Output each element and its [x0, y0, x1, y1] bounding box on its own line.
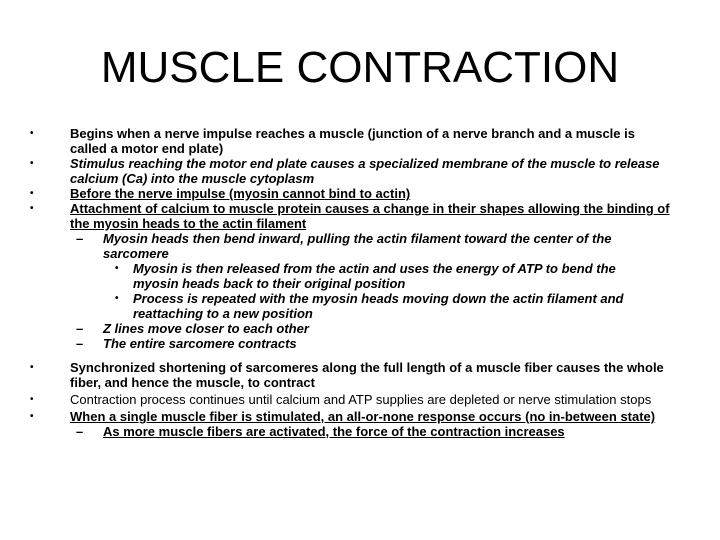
- bullet-item: [0, 392, 670, 407]
- bullet-text: When a single muscle fiber is stimulated, an all-or-none response occurs (no in-between state): [70, 409, 656, 424]
- sub-item: [0, 424, 663, 439]
- sub-item-text: Z lines move closer to each other: [103, 321, 309, 336]
- bullet-text: Synchronized shortening of sarcomeres along the full length of a muscle fiber causes the whole fiber, and hence the muscle, to contract: [70, 360, 664, 390]
- sub-sub-item-text: Myosin is then released from the actin and uses the energy of ATP to bend the myosin heads back to their original position: [133, 261, 616, 291]
- bullet-marker: •: [30, 128, 34, 139]
- dash-marker: –: [76, 231, 84, 246]
- sub-item-text: As more muscle fibers are activated, the force of the contraction increases: [103, 424, 565, 439]
- dash-marker: –: [76, 321, 84, 336]
- bullet-marker: •: [30, 188, 34, 199]
- sub-item: [0, 321, 663, 336]
- bullet-text: Attachment of calcium to muscle protein causes a change in their shapes allowing the binding of the myosin heads to the actin filament: [70, 201, 670, 231]
- bullet-marker: •: [30, 362, 34, 373]
- bullet-item: [0, 126, 670, 156]
- sub-sub-item: [0, 261, 663, 291]
- bullet-text: Begins when a nerve impulse reaches a muscle (junction of a nerve branch and a muscle is called a motor end plate): [70, 126, 635, 156]
- bullet-marker: •: [30, 203, 34, 214]
- bullet-marker: •: [30, 411, 34, 422]
- dash-marker: –: [76, 424, 84, 439]
- bullet-marker: •: [115, 293, 119, 304]
- slide-content: [0, 126, 720, 439]
- sub-item: [0, 336, 663, 351]
- bullet-item: [0, 156, 670, 186]
- bullet-marker: •: [30, 394, 34, 405]
- sub-item: [0, 231, 663, 261]
- slide-title: MUSCLE CONTRACTION: [100, 43, 620, 92]
- bullet-marker: •: [30, 158, 34, 169]
- bullet-marker: •: [115, 263, 119, 274]
- sub-item-text: The entire sarcomere contracts: [103, 336, 297, 351]
- dash-marker: –: [76, 336, 84, 351]
- sub-sub-item-text: Process is repeated with the myosin heads moving down the actin filament and reattaching to a new position: [133, 291, 624, 321]
- bullet-item: [0, 186, 670, 201]
- bullet-text: Stimulus reaching the motor end plate causes a specialized membrane of the muscle to release calcium (Ca) into the muscle cytoplasm: [70, 156, 660, 186]
- bullet-text: Before the nerve impulse (myosin cannot bind to actin): [70, 186, 411, 201]
- bullet-item: [0, 409, 670, 424]
- bullet-item: [0, 201, 670, 231]
- sub-item-text: Myosin heads then bend inward, pulling the actin filament toward the center of the sarcomere: [103, 231, 612, 261]
- bullet-text: Contraction process continues until calcium and ATP supplies are depleted or nerve stimulation stops: [70, 392, 652, 407]
- bullet-item: [0, 360, 670, 390]
- sub-sub-item: [0, 291, 663, 321]
